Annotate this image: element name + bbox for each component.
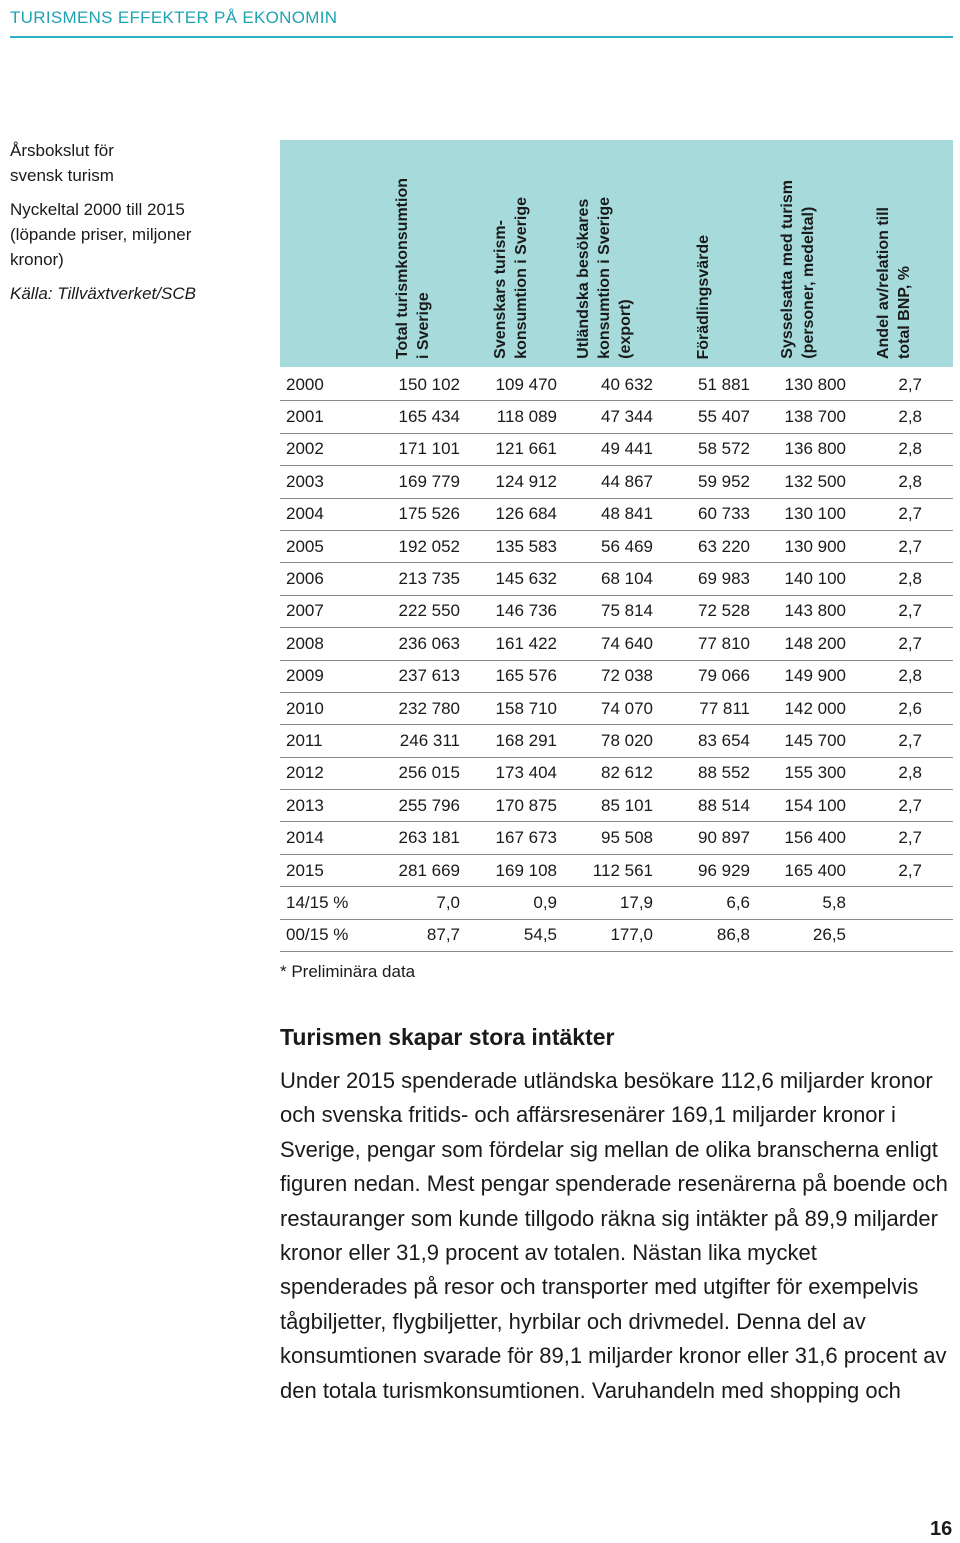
table-cell: 142 000 bbox=[750, 692, 846, 724]
table-cell: 86,8 bbox=[653, 919, 750, 951]
table-spacer bbox=[922, 919, 953, 951]
table-row bbox=[280, 887, 953, 919]
table-cell: 82 612 bbox=[557, 757, 653, 789]
table-cell: 85 101 bbox=[557, 790, 653, 822]
column-header-value-added: Förädlingsvärde bbox=[695, 234, 712, 359]
table-cell: 165 576 bbox=[460, 660, 557, 692]
table-cell: 83 654 bbox=[653, 725, 750, 757]
table-cell: 0,9 bbox=[460, 887, 557, 919]
table-cell: 17,9 bbox=[557, 887, 653, 919]
table-cell: 124 912 bbox=[460, 466, 557, 498]
table-spacer bbox=[922, 757, 953, 789]
table-cell: 175 526 bbox=[382, 498, 460, 530]
table-header-band bbox=[280, 140, 953, 367]
table-row bbox=[280, 822, 953, 854]
table-cell: 118 089 bbox=[460, 401, 557, 433]
table-cell: 75 814 bbox=[557, 595, 653, 627]
table-cell: 56 469 bbox=[557, 530, 653, 562]
table-cell: 281 669 bbox=[382, 854, 460, 886]
table-spacer bbox=[922, 563, 953, 595]
table-cell: 88 514 bbox=[653, 790, 750, 822]
table-cell: 170 875 bbox=[460, 790, 557, 822]
table-cell: 154 100 bbox=[750, 790, 846, 822]
table-cell: 48 841 bbox=[557, 498, 653, 530]
table-cell: 2,7 bbox=[846, 498, 922, 530]
table-row bbox=[280, 595, 953, 627]
table-cell: 167 673 bbox=[460, 822, 557, 854]
row-label: 2006 bbox=[280, 563, 382, 595]
table-cell: 2,8 bbox=[846, 466, 922, 498]
table-spacer bbox=[922, 595, 953, 627]
table-spacer bbox=[922, 692, 953, 724]
table-cell: 130 800 bbox=[750, 369, 846, 401]
table-spacer bbox=[922, 790, 953, 822]
row-label: 2004 bbox=[280, 498, 382, 530]
row-label: 2013 bbox=[280, 790, 382, 822]
table-cell: 138 700 bbox=[750, 401, 846, 433]
article-heading: Turismen skapar stora intäkter bbox=[280, 1024, 615, 1050]
table-cell: 161 422 bbox=[460, 628, 557, 660]
table-cell: 72 038 bbox=[557, 660, 653, 692]
table-cell: 69 983 bbox=[653, 563, 750, 595]
table-cell: 96 929 bbox=[653, 854, 750, 886]
table-row bbox=[280, 692, 953, 724]
table-cell: 95 508 bbox=[557, 822, 653, 854]
table-cell: 213 735 bbox=[382, 563, 460, 595]
column-header-gdp-share: Andel av/relation till total BNP, % bbox=[875, 206, 913, 359]
table-caption bbox=[10, 138, 240, 306]
table-cell: 2,8 bbox=[846, 757, 922, 789]
row-label: 2002 bbox=[280, 433, 382, 465]
row-label: 2009 bbox=[280, 660, 382, 692]
caption-subtitle: Nyckeltal 2000 till 2015 (löpande priser, miljoner kronor) bbox=[10, 200, 192, 269]
table-cell: 6,6 bbox=[653, 887, 750, 919]
table-cell: 135 583 bbox=[460, 530, 557, 562]
table-cell: 140 100 bbox=[750, 563, 846, 595]
table-row bbox=[280, 466, 953, 498]
table-row bbox=[280, 628, 953, 660]
table-cell: 165 400 bbox=[750, 854, 846, 886]
table-cell: 26,5 bbox=[750, 919, 846, 951]
table-body bbox=[280, 369, 953, 952]
table-cell: 87,7 bbox=[382, 919, 460, 951]
table-cell: 173 404 bbox=[460, 757, 557, 789]
table-cell: 236 063 bbox=[382, 628, 460, 660]
table-cell: 7,0 bbox=[382, 887, 460, 919]
table-spacer bbox=[922, 530, 953, 562]
table-cell: 49 441 bbox=[557, 433, 653, 465]
table-spacer bbox=[922, 628, 953, 660]
table-cell: 90 897 bbox=[653, 822, 750, 854]
table-cell: 256 015 bbox=[382, 757, 460, 789]
table-cell: 165 434 bbox=[382, 401, 460, 433]
row-label: 2001 bbox=[280, 401, 382, 433]
table-cell: 109 470 bbox=[460, 369, 557, 401]
page-number: 16 bbox=[930, 1518, 953, 1540]
table-row bbox=[280, 498, 953, 530]
table-cell: 237 613 bbox=[382, 660, 460, 692]
table-cell: 51 881 bbox=[653, 369, 750, 401]
table-cell: 149 900 bbox=[750, 660, 846, 692]
table-cell: 158 710 bbox=[460, 692, 557, 724]
footnote: * Preliminära data bbox=[280, 962, 416, 981]
table-cell: 44 867 bbox=[557, 466, 653, 498]
table-cell: 55 407 bbox=[653, 401, 750, 433]
table-cell: 130 100 bbox=[750, 498, 846, 530]
table-cell: 2,7 bbox=[846, 595, 922, 627]
table-cell: 112 561 bbox=[557, 854, 653, 886]
table-row bbox=[280, 790, 953, 822]
table-cell: 60 733 bbox=[653, 498, 750, 530]
table-cell: 155 300 bbox=[750, 757, 846, 789]
table-cell: 5,8 bbox=[750, 887, 846, 919]
table-cell: 145 632 bbox=[460, 563, 557, 595]
table-cell: 263 181 bbox=[382, 822, 460, 854]
table-cell: 79 066 bbox=[653, 660, 750, 692]
table-row bbox=[280, 725, 953, 757]
table-cell: 2,7 bbox=[846, 854, 922, 886]
table-cell: 2,8 bbox=[846, 660, 922, 692]
table-row bbox=[280, 433, 953, 465]
table-cell: 68 104 bbox=[557, 563, 653, 595]
row-label: 2015 bbox=[280, 854, 382, 886]
table-cell: 59 952 bbox=[653, 466, 750, 498]
table-cell: 222 550 bbox=[382, 595, 460, 627]
table-row bbox=[280, 854, 953, 886]
row-label: 2000 bbox=[280, 369, 382, 401]
table-cell: 255 796 bbox=[382, 790, 460, 822]
table-cell: 150 102 bbox=[382, 369, 460, 401]
table-spacer bbox=[922, 725, 953, 757]
table-cell bbox=[846, 887, 922, 919]
row-label: 2005 bbox=[280, 530, 382, 562]
table-row bbox=[280, 757, 953, 789]
table-cell: 168 291 bbox=[460, 725, 557, 757]
table-spacer bbox=[922, 887, 953, 919]
row-label: 2007 bbox=[280, 595, 382, 627]
table-cell: 136 800 bbox=[750, 433, 846, 465]
table-row bbox=[280, 563, 953, 595]
table-cell: 2,8 bbox=[846, 433, 922, 465]
table-spacer bbox=[922, 433, 953, 465]
column-header-domestic: Svenskars turism- konsumtion i Sverige bbox=[492, 197, 530, 359]
column-header-employed: Sysselsatta med turism (personer, medeltal) bbox=[779, 180, 817, 359]
table-cell: 58 572 bbox=[653, 433, 750, 465]
table-cell: 2,7 bbox=[846, 530, 922, 562]
row-label: 14/15 % bbox=[280, 887, 382, 919]
table-cell: 2,7 bbox=[846, 628, 922, 660]
table-cell: 169 779 bbox=[382, 466, 460, 498]
table-row bbox=[280, 530, 953, 562]
table-cell: 54,5 bbox=[460, 919, 557, 951]
article-body bbox=[280, 1064, 950, 1408]
table-cell: 77 811 bbox=[653, 692, 750, 724]
key-figures-table bbox=[280, 369, 953, 952]
table-cell bbox=[846, 919, 922, 951]
table-cell: 143 800 bbox=[750, 595, 846, 627]
section-header: TURISMENS EFFEKTER PÅ EKONOMIN bbox=[10, 8, 953, 38]
table-cell: 2,8 bbox=[846, 563, 922, 595]
table-cell: 78 020 bbox=[557, 725, 653, 757]
row-label: 2010 bbox=[280, 692, 382, 724]
table-cell: 177,0 bbox=[557, 919, 653, 951]
table-cell: 47 344 bbox=[557, 401, 653, 433]
table-row bbox=[280, 401, 953, 433]
table-cell: 246 311 bbox=[382, 725, 460, 757]
table-cell: 40 632 bbox=[557, 369, 653, 401]
row-label: 2012 bbox=[280, 757, 382, 789]
table-cell: 156 400 bbox=[750, 822, 846, 854]
table-cell: 63 220 bbox=[653, 530, 750, 562]
table-cell: 88 552 bbox=[653, 757, 750, 789]
row-label: 2011 bbox=[280, 725, 382, 757]
table-cell: 171 101 bbox=[382, 433, 460, 465]
table-row bbox=[280, 660, 953, 692]
article-paragraph: Under 2015 spenderade utländska besökare 112,6 miljarder kronor och svenska fritids- och affärsresenärer 169,1 miljarder kronor i Sverige, pengar som fördelar sig mellan de olika branscherna enligt figuren nedan. Mest pengar spenderade resenärerna på boende och restauranger som kunde tillgodo räkna sig intäkter på 89,9 miljarder kronor eller 31,9 procent av totalen. Nästan lika mycket spenderades på resor och transporter med utgifter för exempelvis tågbiljetter, flygbiljetter, hyrbilar och drivmedel. Denna del av konsumtionen svarade för 89,1 miljarder kronor eller 31,6 procent av den totala turismkonsumtionen. Varuhandeln med shopping och bbox=[280, 1068, 948, 1403]
caption-title: Årsbokslut för svensk turism bbox=[10, 141, 114, 185]
table-cell: 2,7 bbox=[846, 369, 922, 401]
table-cell: 72 528 bbox=[653, 595, 750, 627]
table-cell: 2,7 bbox=[846, 822, 922, 854]
table-spacer bbox=[922, 822, 953, 854]
column-header-foreign: Utländska besökares konsumtion i Sverige (export) bbox=[575, 197, 634, 359]
table-spacer bbox=[922, 466, 953, 498]
table-cell: 192 052 bbox=[382, 530, 460, 562]
table-cell: 132 500 bbox=[750, 466, 846, 498]
table-row bbox=[280, 369, 953, 401]
table-cell: 232 780 bbox=[382, 692, 460, 724]
row-label: 2008 bbox=[280, 628, 382, 660]
row-label: 2014 bbox=[280, 822, 382, 854]
table-spacer bbox=[922, 401, 953, 433]
table-spacer bbox=[922, 854, 953, 886]
table-cell: 145 700 bbox=[750, 725, 846, 757]
table-cell: 146 736 bbox=[460, 595, 557, 627]
table-cell: 74 640 bbox=[557, 628, 653, 660]
table-cell: 130 900 bbox=[750, 530, 846, 562]
table-spacer bbox=[922, 660, 953, 692]
table-spacer bbox=[922, 498, 953, 530]
table-spacer bbox=[922, 369, 953, 401]
row-label: 2003 bbox=[280, 466, 382, 498]
table-cell: 126 684 bbox=[460, 498, 557, 530]
table-cell: 2,6 bbox=[846, 692, 922, 724]
column-header-total: Total turismkonsumtion i Sverige bbox=[394, 177, 432, 359]
table-cell: 2,7 bbox=[846, 790, 922, 822]
table-cell: 169 108 bbox=[460, 854, 557, 886]
table-cell: 2,8 bbox=[846, 401, 922, 433]
caption-source: Källa: Tillväxtverket/SCB bbox=[10, 284, 196, 303]
table-cell: 77 810 bbox=[653, 628, 750, 660]
row-label: 00/15 % bbox=[280, 919, 382, 951]
table-cell: 148 200 bbox=[750, 628, 846, 660]
table-cell: 2,7 bbox=[846, 725, 922, 757]
table-row bbox=[280, 919, 953, 951]
table-cell: 121 661 bbox=[460, 433, 557, 465]
table-cell: 74 070 bbox=[557, 692, 653, 724]
